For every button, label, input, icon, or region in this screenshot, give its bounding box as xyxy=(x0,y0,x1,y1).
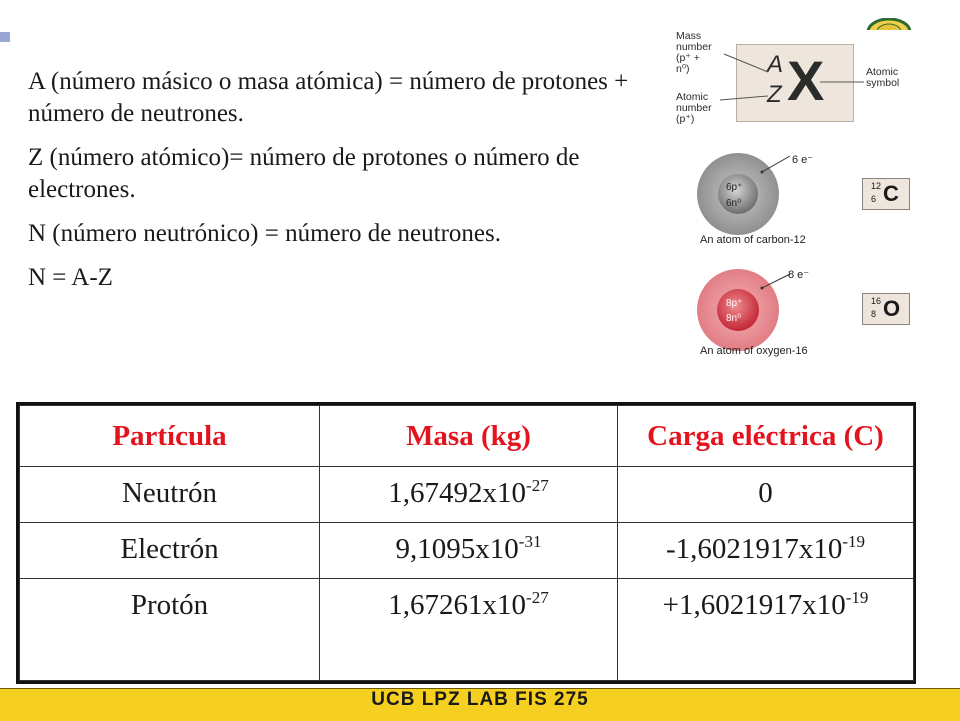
particle-cell: Protón xyxy=(20,579,320,681)
mass-cell: $1,67492x10^{-27}$ xyxy=(320,467,618,523)
oxygen-mass-number: 16 xyxy=(871,296,882,306)
definition-equation: N = A-Z xyxy=(28,264,113,291)
carbon-electron-count: 6 e⁻ xyxy=(792,154,814,166)
header-charge: Carga eléctrica (C) xyxy=(618,406,914,467)
mass-cell: $1,67261x10^{-27}$ xyxy=(320,579,618,681)
charge-cell: $+1,6021917x10^{-19}$ xyxy=(618,579,914,681)
notation-leader-lines xyxy=(0,0,960,140)
carbon-neutron-count: 6n⁰ xyxy=(726,198,742,209)
header-mass: Masa (kg) xyxy=(320,406,618,467)
footer-text: UCB LPZ LAB FIS 275 xyxy=(371,689,589,710)
oxygen-proton-count: 8p⁺ xyxy=(726,298,743,309)
table-row xyxy=(20,579,914,681)
notation-atomic-symbol: Z xyxy=(767,81,782,108)
charge-cell: $-1,6021917x10^{-19}$ xyxy=(618,523,914,579)
table-header-row xyxy=(20,406,914,467)
carbon-atomic-number: 6 xyxy=(871,194,877,204)
definition-neutron-number: N (número neutrónico) = número de neutrones. xyxy=(28,220,501,247)
table-row xyxy=(20,523,914,579)
oxygen-symbol: O xyxy=(883,296,901,321)
carbon-symbol: C xyxy=(883,181,899,206)
mass-cell: $9,1095x10^{-31}$ xyxy=(320,523,618,579)
definition-atomic-number: Z (número atómico)= número de protones o número de electrones. xyxy=(28,144,580,203)
oxygen-atomic-number: 8 xyxy=(871,309,877,319)
oxygen-neutron-count: 8n⁰ xyxy=(726,313,742,324)
atomic-symbol-label: Atomic symbol xyxy=(866,66,900,89)
carbon-proton-count: 6p⁺ xyxy=(726,182,743,193)
carbon-mass-number: 12 xyxy=(871,181,882,191)
oxygen-notation-box xyxy=(862,293,910,325)
carbon-caption: An atom of carbon-12 xyxy=(700,234,806,246)
atomic-number-label: Atomic number (p⁺) xyxy=(676,91,712,125)
notation-mass-symbol: A xyxy=(767,51,784,78)
footer-bar xyxy=(0,688,960,721)
carbon-notation-box xyxy=(862,178,910,210)
charge-cell: 0 xyxy=(618,467,914,523)
oxygen-caption: An atom of oxygen-16 xyxy=(700,345,808,357)
particle-cell: Electrón xyxy=(20,523,320,579)
table-row xyxy=(20,467,914,523)
header-particle: Partícula xyxy=(20,406,320,467)
mass-number-label: Mass number (p⁺ + n⁰) xyxy=(676,30,712,75)
definition-mass-number: A (número másico o masa atómica) = número de protones + número de neutrones. xyxy=(28,68,629,127)
particle-table xyxy=(16,402,916,684)
particle-cell: Neutrón xyxy=(20,467,320,523)
notation-element-symbol: X xyxy=(787,49,825,112)
oxygen-electron-count: 8 e⁻ xyxy=(788,269,810,281)
